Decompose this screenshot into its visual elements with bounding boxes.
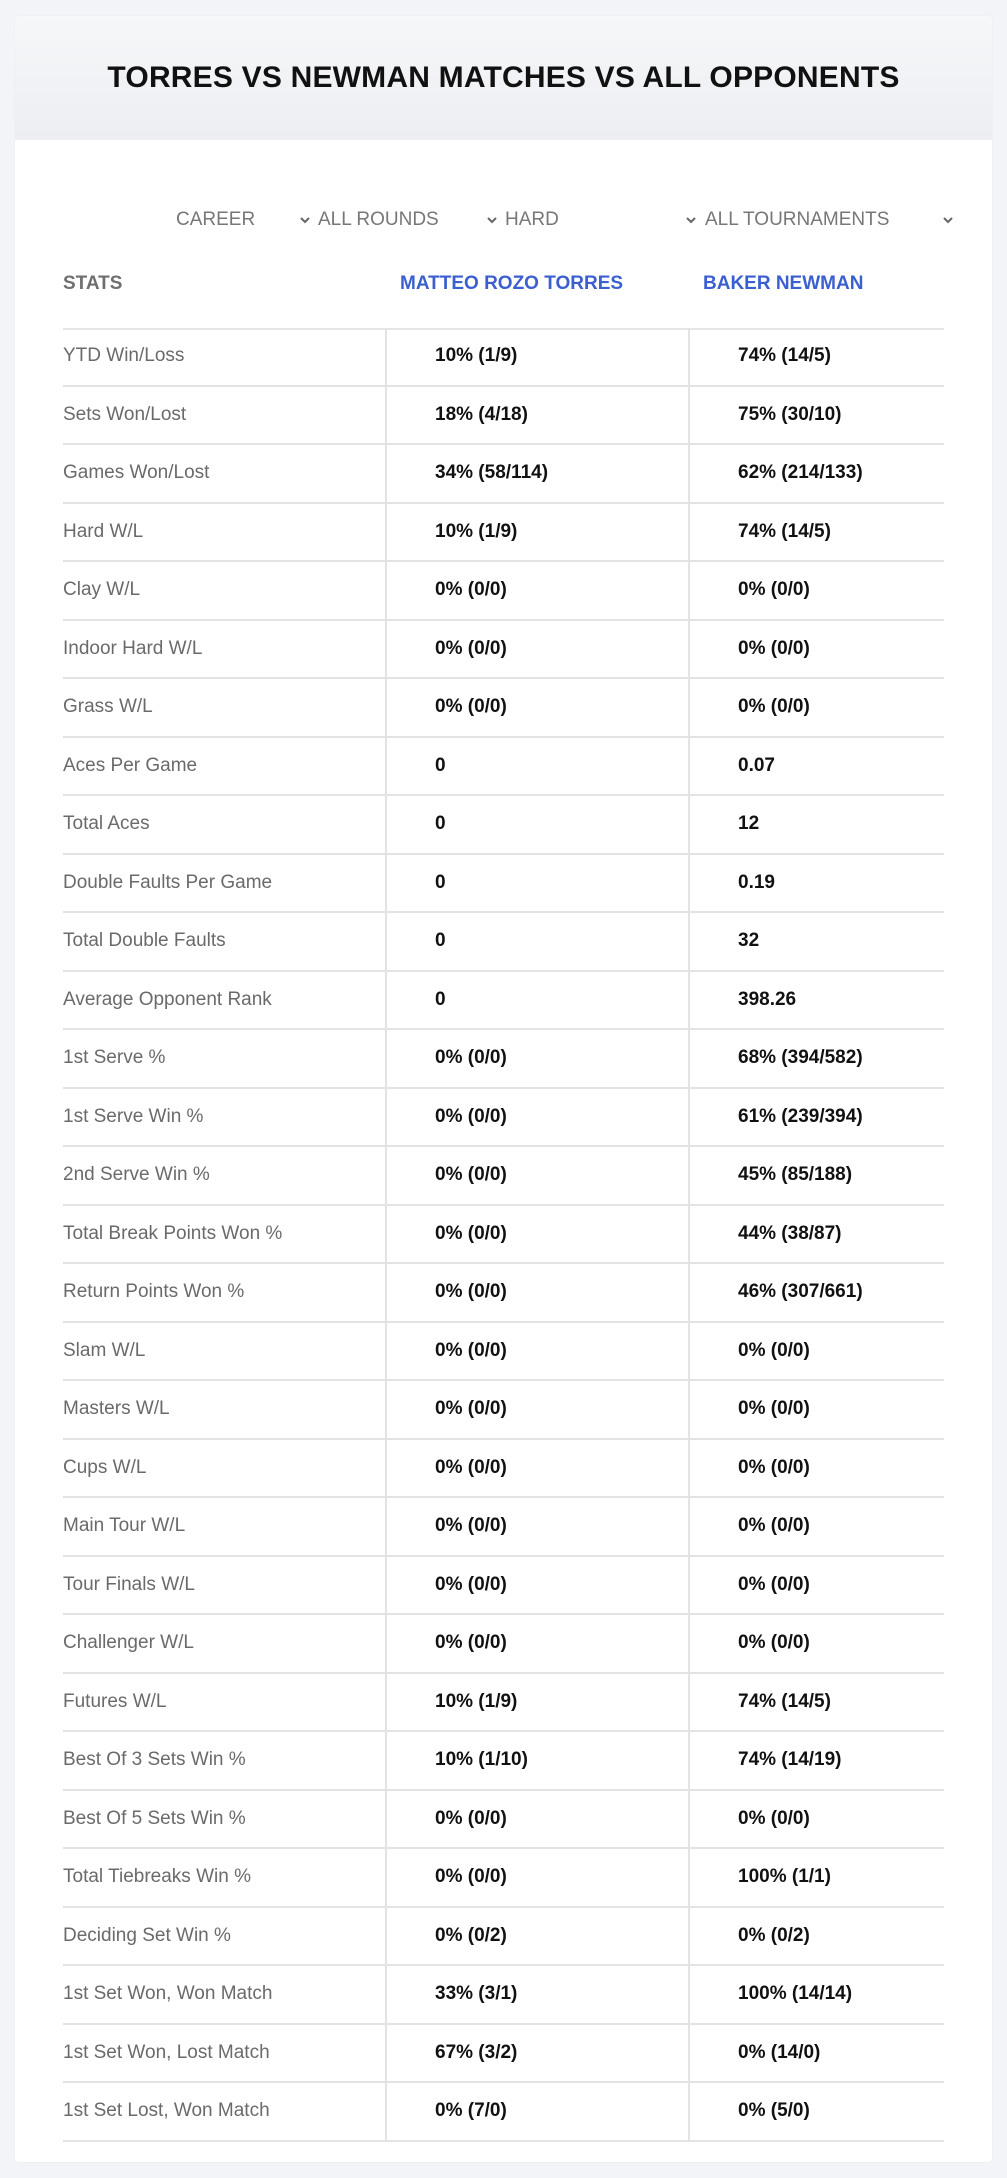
player1-value: 67% (3/2) <box>385 2025 688 2082</box>
stat-label: Total Aces <box>63 813 150 835</box>
player1-value: 0% (0/0) <box>385 1030 688 1087</box>
filter-bar <box>15 188 992 252</box>
tournaments-dropdown[interactable] <box>705 204 954 236</box>
stat-label: Total Break Points Won % <box>63 1222 283 1244</box>
player2-value: 61% (239/394) <box>688 1089 944 1146</box>
stat-label: 1st Set Won, Lost Match <box>63 2041 270 2063</box>
table-row <box>63 913 944 972</box>
player2-column-header[interactable]: BAKER NEWMAN <box>703 273 864 294</box>
tournaments-dropdown-value: ALL TOURNAMENTS <box>705 209 890 230</box>
stat-label: Masters W/L <box>63 1398 170 1420</box>
stat-label: Grass W/L <box>63 696 153 718</box>
stat-label: Sets Won/Lost <box>63 403 187 425</box>
player2-value: 0% (14/0) <box>688 2025 944 2082</box>
stat-label: 1st Serve % <box>63 1047 166 1069</box>
table-row <box>63 504 944 563</box>
player1-value: 0% (0/0) <box>385 1791 688 1848</box>
player2-value: 0% (0/0) <box>688 1323 944 1380</box>
player2-value: 100% (14/14) <box>688 1966 944 2023</box>
stat-label: Aces Per Game <box>63 754 198 776</box>
chevron-down-icon <box>299 214 311 226</box>
player1-value: 0% (0/0) <box>385 1381 688 1438</box>
player2-value: 0% (0/0) <box>688 1615 944 1672</box>
player1-value: 10% (1/9) <box>385 1674 688 1731</box>
table-row <box>63 2083 944 2142</box>
player2-value: 0% (0/0) <box>688 562 944 619</box>
player1-value: 0% (7/0) <box>385 2083 688 2140</box>
stat-label: Main Tour W/L <box>63 1515 186 1537</box>
player2-value: 75% (30/10) <box>688 387 944 444</box>
player1-value: 0% (0/0) <box>385 621 688 678</box>
player2-value: 44% (38/87) <box>688 1206 944 1263</box>
stat-label: Total Double Faults <box>63 930 226 952</box>
table-row <box>63 1030 944 1089</box>
stat-label: Best Of 5 Sets Win % <box>63 1807 246 1829</box>
player1-value: 0% (0/0) <box>385 1615 688 1672</box>
table-row <box>63 562 944 621</box>
player2-value: 0.07 <box>688 738 944 795</box>
stat-label: Best Of 3 Sets Win % <box>63 1749 246 1771</box>
player1-value: 0 <box>385 972 688 1029</box>
player2-value: 100% (1/1) <box>688 1849 944 1906</box>
table-row <box>63 1966 944 2025</box>
surface-dropdown[interactable] <box>505 204 697 236</box>
table-header <box>63 252 944 330</box>
player2-value: 74% (14/5) <box>688 328 944 385</box>
surface-dropdown-value: HARD <box>505 209 559 230</box>
table-row <box>63 1557 944 1616</box>
player1-value: 0% (0/0) <box>385 679 688 736</box>
table-row <box>63 621 944 680</box>
table-row <box>63 738 944 797</box>
player1-column-header[interactable]: MATTEO ROZO TORRES <box>400 273 624 294</box>
player1-value: 0% (0/2) <box>385 1908 688 1965</box>
stat-label: Double Faults Per Game <box>63 871 273 893</box>
player2-value: 68% (394/582) <box>688 1030 944 1087</box>
stats-table-body <box>63 328 944 2142</box>
rounds-dropdown-value: ALL ROUNDS <box>318 209 439 230</box>
table-row <box>63 1323 944 1382</box>
table-row <box>63 679 944 738</box>
player2-value: 74% (14/19) <box>688 1732 944 1789</box>
player1-value: 0% (0/0) <box>385 1089 688 1146</box>
player2-value: 0% (0/0) <box>688 1557 944 1614</box>
player1-value: 0% (0/0) <box>385 1147 688 1204</box>
player1-value: 34% (58/114) <box>385 445 688 502</box>
table-row <box>63 796 944 855</box>
player1-value: 10% (1/10) <box>385 1732 688 1789</box>
stat-label: Clay W/L <box>63 579 141 601</box>
table-row <box>63 1908 944 1967</box>
table-row <box>63 387 944 446</box>
player2-value: 46% (307/661) <box>688 1264 944 1321</box>
player1-value: 10% (1/9) <box>385 504 688 561</box>
player2-value: 398.26 <box>688 972 944 1029</box>
player1-value: 0 <box>385 855 688 912</box>
stats-column-header: STATS <box>63 273 123 294</box>
player2-value: 0% (0/0) <box>688 1791 944 1848</box>
table-row <box>63 972 944 1031</box>
stat-label: Total Tiebreaks Win % <box>63 1866 251 1888</box>
player1-value: 10% (1/9) <box>385 328 688 385</box>
table-row <box>63 328 944 387</box>
player1-value: 0% (0/0) <box>385 1440 688 1497</box>
chevron-down-icon <box>942 214 954 226</box>
stat-label: Tour Finals W/L <box>63 1573 195 1595</box>
stat-label: Hard W/L <box>63 520 144 542</box>
stat-label: Average Opponent Rank <box>63 988 272 1010</box>
stat-label: YTD Win/Loss <box>63 345 185 367</box>
table-row <box>63 1264 944 1323</box>
period-dropdown-value: CAREER <box>176 209 256 230</box>
stat-label: Return Points Won % <box>63 1281 245 1303</box>
table-row <box>63 1732 944 1791</box>
page-title: TORRES VS NEWMAN MATCHES VS ALL OPPONENTS <box>107 61 900 94</box>
page-header <box>15 16 992 140</box>
stat-label: 1st Set Won, Won Match <box>63 1983 273 2005</box>
table-row <box>63 1381 944 1440</box>
player1-value: 0% (0/0) <box>385 1264 688 1321</box>
stat-label: 2nd Serve Win % <box>63 1164 210 1186</box>
player2-value: 32 <box>688 913 944 970</box>
player2-value: 62% (214/133) <box>688 445 944 502</box>
stat-label: Games Won/Lost <box>63 462 210 484</box>
player2-value: 0% (0/0) <box>688 679 944 736</box>
chevron-down-icon <box>685 214 697 226</box>
table-row <box>63 1089 944 1148</box>
table-row <box>63 1498 944 1557</box>
stat-label: 1st Serve Win % <box>63 1105 204 1127</box>
player1-value: 0 <box>385 796 688 853</box>
rounds-dropdown[interactable] <box>318 204 498 236</box>
player2-value: 0% (0/0) <box>688 1440 944 1497</box>
player2-value: 0% (0/2) <box>688 1908 944 1965</box>
stats-card <box>15 16 992 2162</box>
player1-value: 0% (0/0) <box>385 1323 688 1380</box>
player2-value: 12 <box>688 796 944 853</box>
stat-label: Indoor Hard W/L <box>63 637 203 659</box>
table-row <box>63 1206 944 1265</box>
chevron-down-icon <box>486 214 498 226</box>
player1-value: 0 <box>385 738 688 795</box>
player2-value: 74% (14/5) <box>688 504 944 561</box>
table-row <box>63 855 944 914</box>
player1-value: 0% (0/0) <box>385 1498 688 1555</box>
player1-value: 0% (0/0) <box>385 1206 688 1263</box>
player1-value: 0% (0/0) <box>385 1557 688 1614</box>
player1-value: 18% (4/18) <box>385 387 688 444</box>
table-row <box>63 445 944 504</box>
player2-value: 45% (85/188) <box>688 1147 944 1204</box>
player2-value: 0% (5/0) <box>688 2083 944 2140</box>
table-row <box>63 1440 944 1499</box>
table-row <box>63 1674 944 1733</box>
player2-value: 0% (0/0) <box>688 1381 944 1438</box>
table-row <box>63 1791 944 1850</box>
player2-value: 0% (0/0) <box>688 621 944 678</box>
stat-label: Deciding Set Win % <box>63 1924 231 1946</box>
table-row <box>63 1147 944 1206</box>
player2-value: 74% (14/5) <box>688 1674 944 1731</box>
stat-label: Challenger W/L <box>63 1632 194 1654</box>
player1-value: 0% (0/0) <box>385 1849 688 1906</box>
table-row <box>63 2025 944 2084</box>
player1-value: 0% (0/0) <box>385 562 688 619</box>
period-dropdown[interactable] <box>176 204 311 236</box>
player1-value: 0 <box>385 913 688 970</box>
stat-label: Cups W/L <box>63 1456 147 1478</box>
stat-label: Slam W/L <box>63 1339 146 1361</box>
stat-label: Futures W/L <box>63 1690 167 1712</box>
stat-label: 1st Set Lost, Won Match <box>63 2100 270 2122</box>
player1-value: 33% (3/1) <box>385 1966 688 2023</box>
player2-value: 0% (0/0) <box>688 1498 944 1555</box>
player2-value: 0.19 <box>688 855 944 912</box>
table-row <box>63 1615 944 1674</box>
table-row <box>63 1849 944 1908</box>
